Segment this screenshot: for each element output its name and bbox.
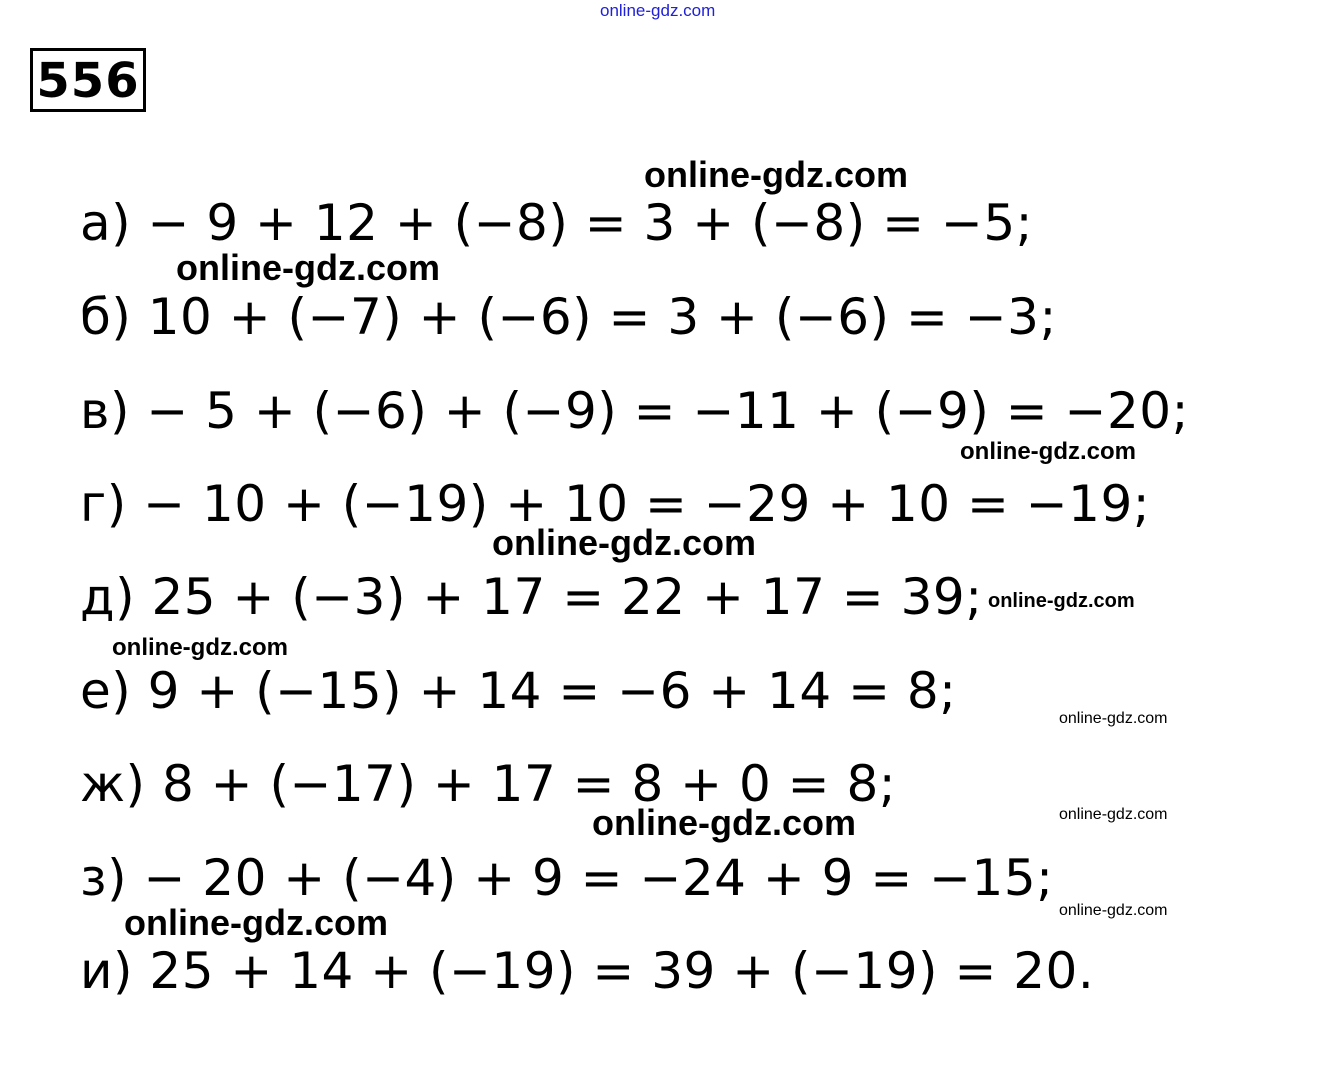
equation-zh: ж) 8 + (−17) + 17 = 8 + 0 = 8; — [80, 755, 897, 813]
equation-d: д) 25 + (−3) + 17 = 22 + 17 = 39; — [80, 568, 983, 626]
watermark: online-gdz.com — [960, 438, 1136, 465]
equation-a: а) − 9 + 12 + (−8) = 3 + (−8) = −5; — [80, 194, 1033, 252]
watermark: online-gdz.com — [592, 802, 856, 843]
watermark: online-gdz.com — [124, 902, 388, 943]
equation-g: г) − 10 + (−19) + 10 = −29 + 10 = −19; — [80, 475, 1151, 533]
equation-i: и) 25 + 14 + (−19) = 39 + (−19) = 20. — [80, 942, 1095, 1000]
watermark: online-gdz.com — [176, 247, 440, 288]
equation-z: з) − 20 + (−4) + 9 = −24 + 9 = −15; — [80, 849, 1054, 907]
problem-number-box — [30, 48, 146, 112]
watermark: online-gdz.com — [1059, 806, 1168, 823]
equation-b: б) 10 + (−7) + (−6) = 3 + (−6) = −3; — [80, 288, 1057, 346]
watermark: online-gdz.com — [644, 154, 908, 195]
top-watermark: online-gdz.com — [600, 1, 716, 20]
watermark: online-gdz.com — [492, 522, 756, 563]
watermark: online-gdz.com — [988, 590, 1135, 612]
problem-number: 556 — [36, 53, 140, 109]
watermark: online-gdz.com — [112, 634, 288, 661]
equation-e: е) 9 + (−15) + 14 = −6 + 14 = 8; — [80, 662, 957, 720]
watermark: online-gdz.com — [1059, 902, 1168, 919]
watermark: online-gdz.com — [1059, 710, 1168, 727]
equation-v: в) − 5 + (−6) + (−9) = −11 + (−9) = −20; — [80, 382, 1189, 440]
